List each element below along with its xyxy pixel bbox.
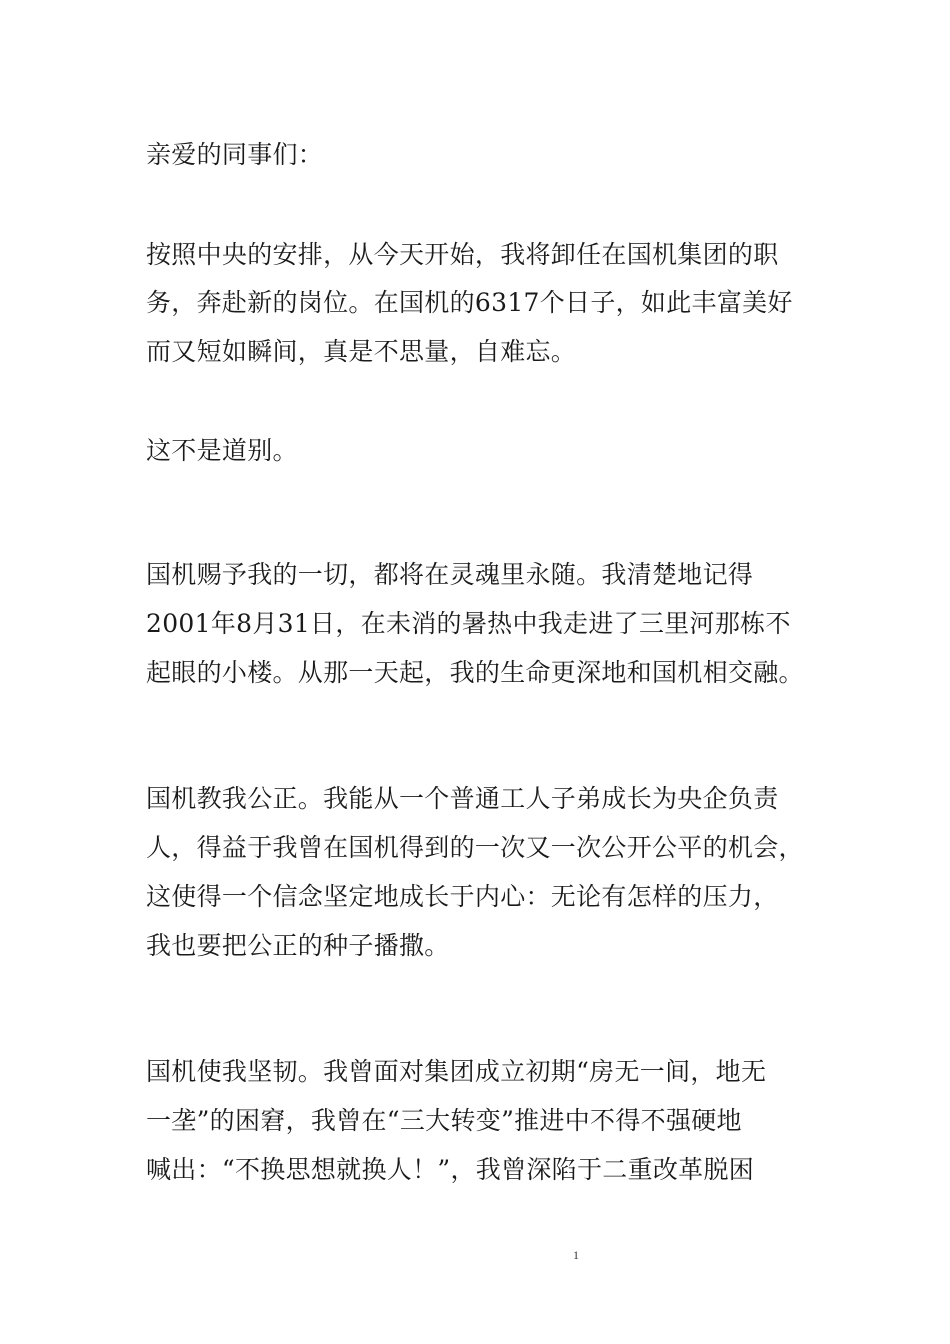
paragraph-line: 我也要把公正的种子播撒。 (146, 931, 450, 960)
paragraph-line: 按照中央的安排，从今天开始，我将卸任在国机集团的职 (146, 240, 779, 269)
greeting-line: 亲爱的同事们： (146, 140, 324, 169)
paragraph-line: 人，得益于我曾在国机得到的一次又一次公开公平的机会， (146, 833, 804, 862)
paragraph-line: 起眼的小楼。从那一天起，我的生命更深地和国机相交融。 (146, 658, 804, 687)
paragraph-line: 喊出：“不换思想就换人！”，我曾深陷于二重改革脱困 (146, 1155, 755, 1184)
paragraph-line: 2001年8月31日，在未消的暑热中我走进了三里河那栋不 (146, 609, 791, 638)
paragraph-line: 这不是道别。 (146, 436, 298, 465)
paragraph-line: 务，奔赴新的岗位。在国机的6317个日子，如此丰富美好 (146, 288, 793, 317)
paragraph-line: 而又短如瞬间，真是不思量，自难忘。 (146, 337, 577, 366)
paragraph-line: 国机使我坚韧。我曾面对集团成立初期“房无一间，地无 (146, 1057, 767, 1086)
paragraph-line: 一垄”的困窘，我曾在“三大转变”推进中不得不强硬地 (146, 1106, 742, 1135)
page-number: 1 (573, 1248, 579, 1262)
paragraph-line: 国机教我公正。我能从一个普通工人子弟成长为央企负责 (146, 784, 779, 813)
paragraph-line: 国机赐予我的一切，都将在灵魂里永随。我清楚地记得 (146, 560, 754, 589)
paragraph-line: 这使得一个信念坚定地成长于内心：无论有怎样的压力， (146, 882, 779, 911)
